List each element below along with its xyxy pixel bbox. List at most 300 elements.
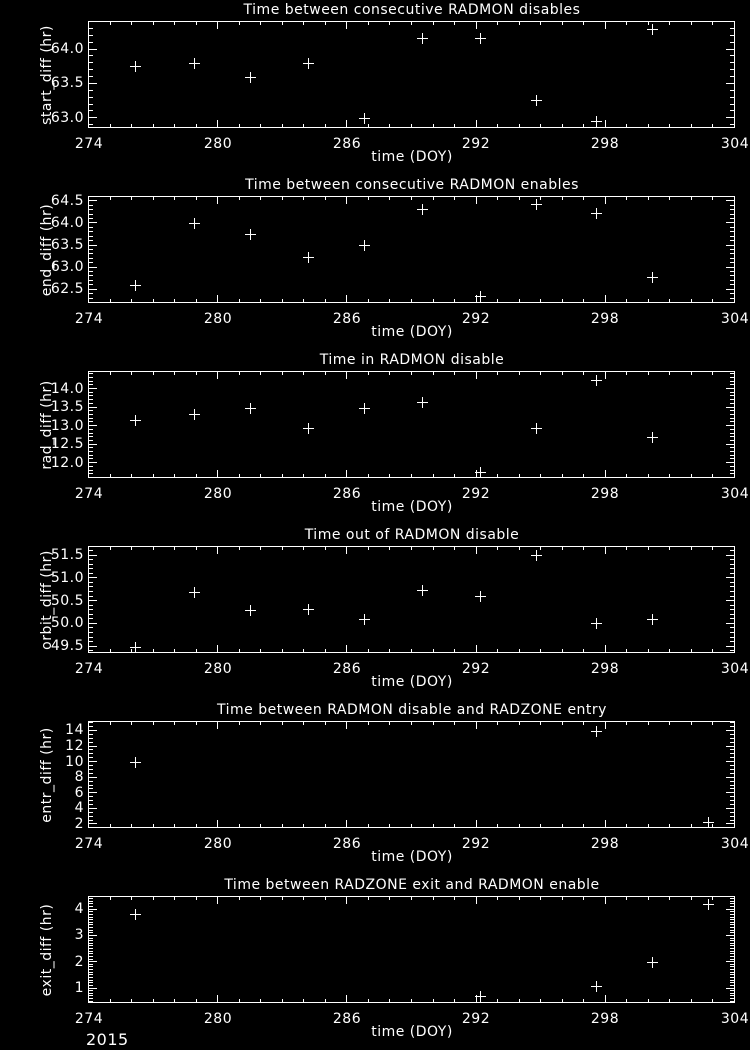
x-minor-tick-mark [626, 474, 627, 477]
data-point-marker [308, 604, 309, 615]
y-tick-mark [89, 646, 97, 647]
data-point-marker [596, 726, 597, 737]
y-minor-tick-mark [89, 804, 93, 805]
x-minor-tick-mark [153, 897, 154, 900]
y-minor-tick-mark [730, 262, 734, 263]
y-minor-tick-mark [89, 927, 93, 928]
y-minor-tick-mark [89, 938, 93, 939]
y-minor-tick-mark [89, 377, 93, 378]
x-minor-tick-mark [389, 897, 390, 900]
y-minor-tick-mark [730, 418, 734, 419]
x-minor-tick-mark [669, 197, 670, 200]
x-minor-tick-mark [303, 897, 304, 900]
x-tick-mark [476, 22, 477, 29]
y-tick-mark [726, 462, 734, 463]
y-tick-mark [726, 646, 734, 647]
x-tick-mark [605, 722, 606, 729]
x-tick-mark [346, 120, 347, 127]
y-tick-label: 6 [74, 785, 84, 801]
x-minor-tick-mark [648, 299, 649, 302]
y-minor-tick-mark [89, 35, 93, 36]
x-minor-tick-mark [411, 547, 412, 550]
y-minor-tick-mark [730, 938, 734, 939]
x-minor-tick-mark [497, 547, 498, 550]
x-minor-tick-mark [153, 372, 154, 375]
x-minor-tick-mark [562, 824, 563, 827]
y-minor-tick-mark [89, 972, 93, 973]
x-tick-mark [734, 120, 735, 127]
x-minor-tick-mark [519, 649, 520, 652]
x-minor-tick-mark [411, 197, 412, 200]
y-minor-tick-mark [730, 966, 734, 967]
x-tick-label: 298 [590, 136, 620, 152]
x-minor-tick-mark [540, 197, 541, 200]
y-tick-mark [726, 792, 734, 793]
y-tick-mark [726, 909, 734, 910]
y-tick-mark [89, 83, 97, 84]
y-minor-tick-mark [89, 21, 93, 22]
y-minor-tick-mark [89, 966, 93, 967]
x-tick-label: 274 [74, 311, 104, 327]
y-minor-tick-mark [89, 641, 93, 642]
x-minor-tick-mark [411, 722, 412, 725]
y-tick-mark [89, 49, 97, 50]
x-tick-mark [346, 820, 347, 827]
y-minor-tick-mark [730, 582, 734, 583]
y-minor-tick-mark [89, 69, 93, 70]
y-minor-tick-mark [730, 972, 734, 973]
x-minor-tick-mark [648, 124, 649, 127]
y-minor-tick-mark [730, 922, 734, 923]
x-minor-tick-mark [174, 547, 175, 550]
x-minor-tick-mark [648, 22, 649, 25]
x-minor-tick-mark [454, 124, 455, 127]
x-minor-tick-mark [110, 372, 111, 375]
x-minor-tick-mark [454, 722, 455, 725]
x-minor-tick-mark [303, 474, 304, 477]
y-tick-mark [726, 245, 734, 246]
y-minor-tick-mark [730, 433, 734, 434]
y-minor-tick-mark [89, 399, 93, 400]
y-minor-tick-mark [730, 982, 734, 983]
x-minor-tick-mark [519, 197, 520, 200]
x-minor-tick-mark [282, 722, 283, 725]
x-tick-mark [605, 295, 606, 302]
x-minor-tick-mark [282, 22, 283, 25]
x-minor-tick-mark [131, 124, 132, 127]
x-tick-mark [734, 295, 735, 302]
y-tick-mark [89, 600, 97, 601]
x-minor-tick-mark [497, 722, 498, 725]
chart-title: Time between consecutive RADMON disables [243, 2, 581, 18]
y-minor-tick-mark [89, 550, 93, 551]
data-point-marker [194, 409, 195, 420]
x-tick-label: 304 [720, 836, 750, 852]
x-tick-label: 280 [203, 836, 233, 852]
y-minor-tick-mark [730, 473, 734, 474]
plot-box [88, 21, 735, 128]
x-tick-label: 274 [74, 136, 104, 152]
x-minor-tick-mark [389, 22, 390, 25]
y-minor-tick-mark [730, 998, 734, 999]
x-minor-tick-mark [691, 547, 692, 550]
data-point-marker [364, 403, 365, 414]
y-tick-mark [89, 222, 97, 223]
y-minor-tick-mark [730, 568, 734, 569]
y-minor-tick-mark [730, 785, 734, 786]
data-point-marker [480, 33, 481, 44]
x-minor-tick-mark [368, 722, 369, 725]
y-minor-tick-mark [730, 373, 734, 374]
y-minor-tick-mark [89, 28, 93, 29]
y-minor-tick-mark [730, 734, 734, 735]
x-minor-tick-mark [497, 649, 498, 652]
x-minor-tick-mark [260, 649, 261, 652]
x-minor-tick-mark [497, 124, 498, 127]
x-minor-tick-mark [712, 547, 713, 550]
y-minor-tick-mark [89, 956, 93, 957]
y-minor-tick-mark [89, 726, 93, 727]
x-minor-tick-mark [325, 897, 326, 900]
y-minor-tick-mark [730, 614, 734, 615]
y-minor-tick-mark [730, 914, 734, 915]
y-minor-tick-mark [89, 982, 93, 983]
x-minor-tick-mark [648, 649, 649, 652]
y-minor-tick-mark [89, 451, 93, 452]
x-minor-tick-mark [196, 649, 197, 652]
y-minor-tick-mark [89, 284, 93, 285]
y-minor-tick-mark [89, 124, 93, 125]
x-minor-tick-mark [562, 547, 563, 550]
y-minor-tick-mark [730, 271, 734, 272]
x-minor-tick-mark [389, 649, 390, 652]
x-minor-tick-mark [389, 547, 390, 550]
x-minor-tick-mark [325, 22, 326, 25]
y-minor-tick-mark [89, 943, 93, 944]
y-minor-tick-mark [730, 573, 734, 574]
x-minor-tick-mark [626, 22, 627, 25]
y-minor-tick-mark [89, 458, 93, 459]
x-minor-tick-mark [303, 999, 304, 1002]
y-tick-mark [726, 425, 734, 426]
y-minor-tick-mark [730, 550, 734, 551]
y-minor-tick-mark [89, 436, 93, 437]
x-tick-mark [476, 820, 477, 827]
x-minor-tick-mark [562, 897, 563, 900]
y-tick-mark [89, 730, 97, 731]
y-tick-mark [89, 988, 97, 989]
x-minor-tick-mark [626, 299, 627, 302]
y-minor-tick-mark [730, 399, 734, 400]
y-minor-tick-mark [89, 998, 93, 999]
y-tick-mark [89, 746, 97, 747]
data-point-marker [194, 58, 195, 69]
y-minor-tick-mark [89, 953, 93, 954]
y-tick-mark [726, 577, 734, 578]
x-minor-tick-mark [260, 547, 261, 550]
subplot-6 [0, 875, 750, 1050]
x-tick-mark [605, 995, 606, 1002]
x-minor-tick-mark [174, 824, 175, 827]
y-tick-mark [726, 600, 734, 601]
x-minor-tick-mark [110, 474, 111, 477]
x-minor-tick-mark [131, 22, 132, 25]
y-tick-mark [89, 267, 97, 268]
x-minor-tick-mark [626, 547, 627, 550]
x-minor-tick-mark [669, 299, 670, 302]
y-tick-label: 51.5 [50, 547, 84, 563]
data-point-marker [422, 397, 423, 408]
y-minor-tick-mark [89, 977, 93, 978]
x-tick-label: 292 [461, 661, 491, 677]
y-minor-tick-mark [730, 749, 734, 750]
x-minor-tick-mark [583, 897, 584, 900]
x-minor-tick-mark [562, 722, 563, 725]
x-minor-tick-mark [691, 897, 692, 900]
x-minor-tick-mark [368, 999, 369, 1002]
x-minor-tick-mark [260, 299, 261, 302]
data-point-marker [194, 587, 195, 598]
x-minor-tick-mark [626, 722, 627, 725]
y-minor-tick-mark [730, 977, 734, 978]
x-tick-mark [734, 897, 735, 904]
y-minor-tick-mark [730, 618, 734, 619]
x-tick-mark [476, 645, 477, 652]
x-tick-mark [605, 197, 606, 204]
data-point-marker [480, 291, 481, 302]
y-tick-label: 13.5 [50, 399, 84, 415]
y-minor-tick-mark [89, 596, 93, 597]
y-minor-tick-mark [89, 650, 93, 651]
data-point-marker [250, 605, 251, 616]
x-minor-tick-mark [562, 649, 563, 652]
x-minor-tick-mark [626, 372, 627, 375]
data-point-marker [652, 272, 653, 283]
data-point-marker [652, 432, 653, 443]
x-minor-tick-mark [433, 197, 434, 200]
y-tick-mark [89, 623, 97, 624]
x-minor-tick-mark [174, 722, 175, 725]
x-minor-tick-mark [131, 372, 132, 375]
y-tick-mark [89, 577, 97, 578]
x-minor-tick-mark [626, 649, 627, 652]
y-minor-tick-mark [89, 231, 93, 232]
y-minor-tick-mark [730, 948, 734, 949]
y-minor-tick-mark [89, 964, 93, 965]
y-minor-tick-mark [730, 298, 734, 299]
x-minor-tick-mark [583, 124, 584, 127]
y-minor-tick-mark [730, 384, 734, 385]
x-tick-mark [346, 22, 347, 29]
x-minor-tick-mark [626, 197, 627, 200]
y-minor-tick-mark [89, 410, 93, 411]
x-minor-tick-mark [174, 897, 175, 900]
x-minor-tick-mark [712, 299, 713, 302]
y-minor-tick-mark [730, 927, 734, 928]
x-minor-tick-mark [196, 22, 197, 25]
x-minor-tick-mark [691, 999, 692, 1002]
y-tick-label: 12.5 [50, 436, 84, 452]
x-tick-label: 292 [461, 1011, 491, 1027]
y-minor-tick-mark [89, 734, 93, 735]
x-minor-tick-mark [303, 22, 304, 25]
x-minor-tick-mark [153, 124, 154, 127]
y-minor-tick-mark [730, 421, 734, 422]
y-minor-tick-mark [89, 473, 93, 474]
y-minor-tick-mark [89, 757, 93, 758]
y-minor-tick-mark [89, 969, 93, 970]
x-tick-label: 298 [590, 311, 620, 327]
x-minor-tick-mark [368, 299, 369, 302]
y-minor-tick-mark [730, 901, 734, 902]
x-minor-tick-mark [583, 197, 584, 200]
y-minor-tick-mark [89, 812, 93, 813]
data-point-marker [480, 467, 481, 478]
y-minor-tick-mark [89, 930, 93, 931]
x-tick-mark [217, 120, 218, 127]
y-tick-mark [726, 823, 734, 824]
y-minor-tick-mark [89, 637, 93, 638]
y-minor-tick-mark [89, 1001, 93, 1002]
x-tick-label: 298 [590, 836, 620, 852]
y-minor-tick-mark [730, 804, 734, 805]
x-minor-tick-mark [239, 824, 240, 827]
y-minor-tick-mark [730, 55, 734, 56]
y-minor-tick-mark [89, 769, 93, 770]
x-minor-tick-mark [131, 547, 132, 550]
data-point-marker [596, 618, 597, 629]
y-minor-tick-mark [730, 455, 734, 456]
y-minor-tick-mark [89, 898, 93, 899]
x-minor-tick-mark [583, 649, 584, 652]
x-tick-label: 304 [720, 136, 750, 152]
x-minor-tick-mark [712, 197, 713, 200]
data-point-marker [194, 218, 195, 229]
x-minor-tick-mark [540, 372, 541, 375]
x-minor-tick-mark [433, 722, 434, 725]
x-minor-tick-mark [368, 649, 369, 652]
x-tick-mark [734, 197, 735, 204]
y-minor-tick-mark [730, 214, 734, 215]
x-tick-mark [346, 470, 347, 477]
y-tick-mark [726, 746, 734, 747]
x-minor-tick-mark [411, 474, 412, 477]
y-axis-label: entr_diff (hr) [39, 727, 55, 823]
x-minor-tick-mark [712, 22, 713, 25]
data-point-marker [135, 757, 136, 768]
y-minor-tick-mark [730, 429, 734, 430]
x-minor-tick-mark [712, 372, 713, 375]
x-tick-mark [476, 547, 477, 554]
x-minor-tick-mark [282, 999, 283, 1002]
y-minor-tick-mark [730, 990, 734, 991]
x-minor-tick-mark [691, 824, 692, 827]
y-tick-mark [89, 425, 97, 426]
y-minor-tick-mark [89, 275, 93, 276]
y-minor-tick-mark [730, 258, 734, 259]
y-minor-tick-mark [89, 227, 93, 228]
x-tick-mark [217, 295, 218, 302]
y-tick-mark [726, 388, 734, 389]
data-point-marker [135, 415, 136, 426]
y-tick-label: 12 [65, 738, 84, 754]
x-minor-tick-mark [562, 299, 563, 302]
x-tick-mark [346, 645, 347, 652]
y-tick-label: 63.0 [50, 259, 84, 275]
x-minor-tick-mark [712, 824, 713, 827]
y-minor-tick-mark [730, 985, 734, 986]
y-tick-label: 10 [65, 754, 84, 770]
x-tick-mark [734, 372, 735, 379]
subplot-4 [0, 525, 750, 700]
y-axis-label: orbit_diff (hr) [39, 550, 55, 650]
x-minor-tick-mark [174, 999, 175, 1002]
x-minor-tick-mark [712, 897, 713, 900]
data-point-marker [708, 817, 709, 828]
y-tick-mark [89, 961, 97, 962]
y-minor-tick-mark [730, 284, 734, 285]
x-tick-mark [346, 295, 347, 302]
y-minor-tick-mark [730, 742, 734, 743]
y-minor-tick-mark [89, 586, 93, 587]
x-tick-label: 280 [203, 136, 233, 152]
y-tick-label: 2 [74, 816, 84, 832]
x-tick-label: 298 [590, 486, 620, 502]
y-minor-tick-mark [730, 796, 734, 797]
x-minor-tick-mark [583, 474, 584, 477]
y-minor-tick-mark [89, 236, 93, 237]
x-minor-tick-mark [562, 999, 563, 1002]
x-axis-label: time (DOY) [371, 674, 453, 690]
x-minor-tick-mark [303, 824, 304, 827]
x-minor-tick-mark [389, 197, 390, 200]
y-minor-tick-mark [730, 781, 734, 782]
y-minor-tick-mark [730, 812, 734, 813]
y-minor-tick-mark [730, 932, 734, 933]
x-minor-tick-mark [712, 649, 713, 652]
y-minor-tick-mark [89, 573, 93, 574]
x-tick-label: 274 [74, 486, 104, 502]
x-minor-tick-mark [519, 824, 520, 827]
x-minor-tick-mark [260, 197, 261, 200]
y-minor-tick-mark [89, 903, 93, 904]
y-minor-tick-mark [730, 596, 734, 597]
y-minor-tick-mark [730, 980, 734, 981]
y-minor-tick-mark [89, 421, 93, 422]
y-minor-tick-mark [89, 253, 93, 254]
x-tick-label: 274 [74, 836, 104, 852]
y-minor-tick-mark [730, 110, 734, 111]
y-minor-tick-mark [730, 632, 734, 633]
y-tick-label: 62.5 [50, 281, 84, 297]
x-minor-tick-mark [389, 999, 390, 1002]
x-minor-tick-mark [368, 824, 369, 827]
x-minor-tick-mark [239, 22, 240, 25]
plot-box [88, 196, 735, 303]
x-minor-tick-mark [519, 124, 520, 127]
x-minor-tick-mark [282, 124, 283, 127]
y-minor-tick-mark [89, 559, 93, 560]
y-tick-label: 4 [74, 800, 84, 816]
y-minor-tick-mark [730, 969, 734, 970]
x-minor-tick-mark [131, 474, 132, 477]
data-point-marker [250, 229, 251, 240]
y-tick-mark [89, 462, 97, 463]
y-minor-tick-mark [730, 769, 734, 770]
x-tick-mark [734, 820, 735, 827]
x-minor-tick-mark [174, 474, 175, 477]
y-minor-tick-mark [730, 392, 734, 393]
